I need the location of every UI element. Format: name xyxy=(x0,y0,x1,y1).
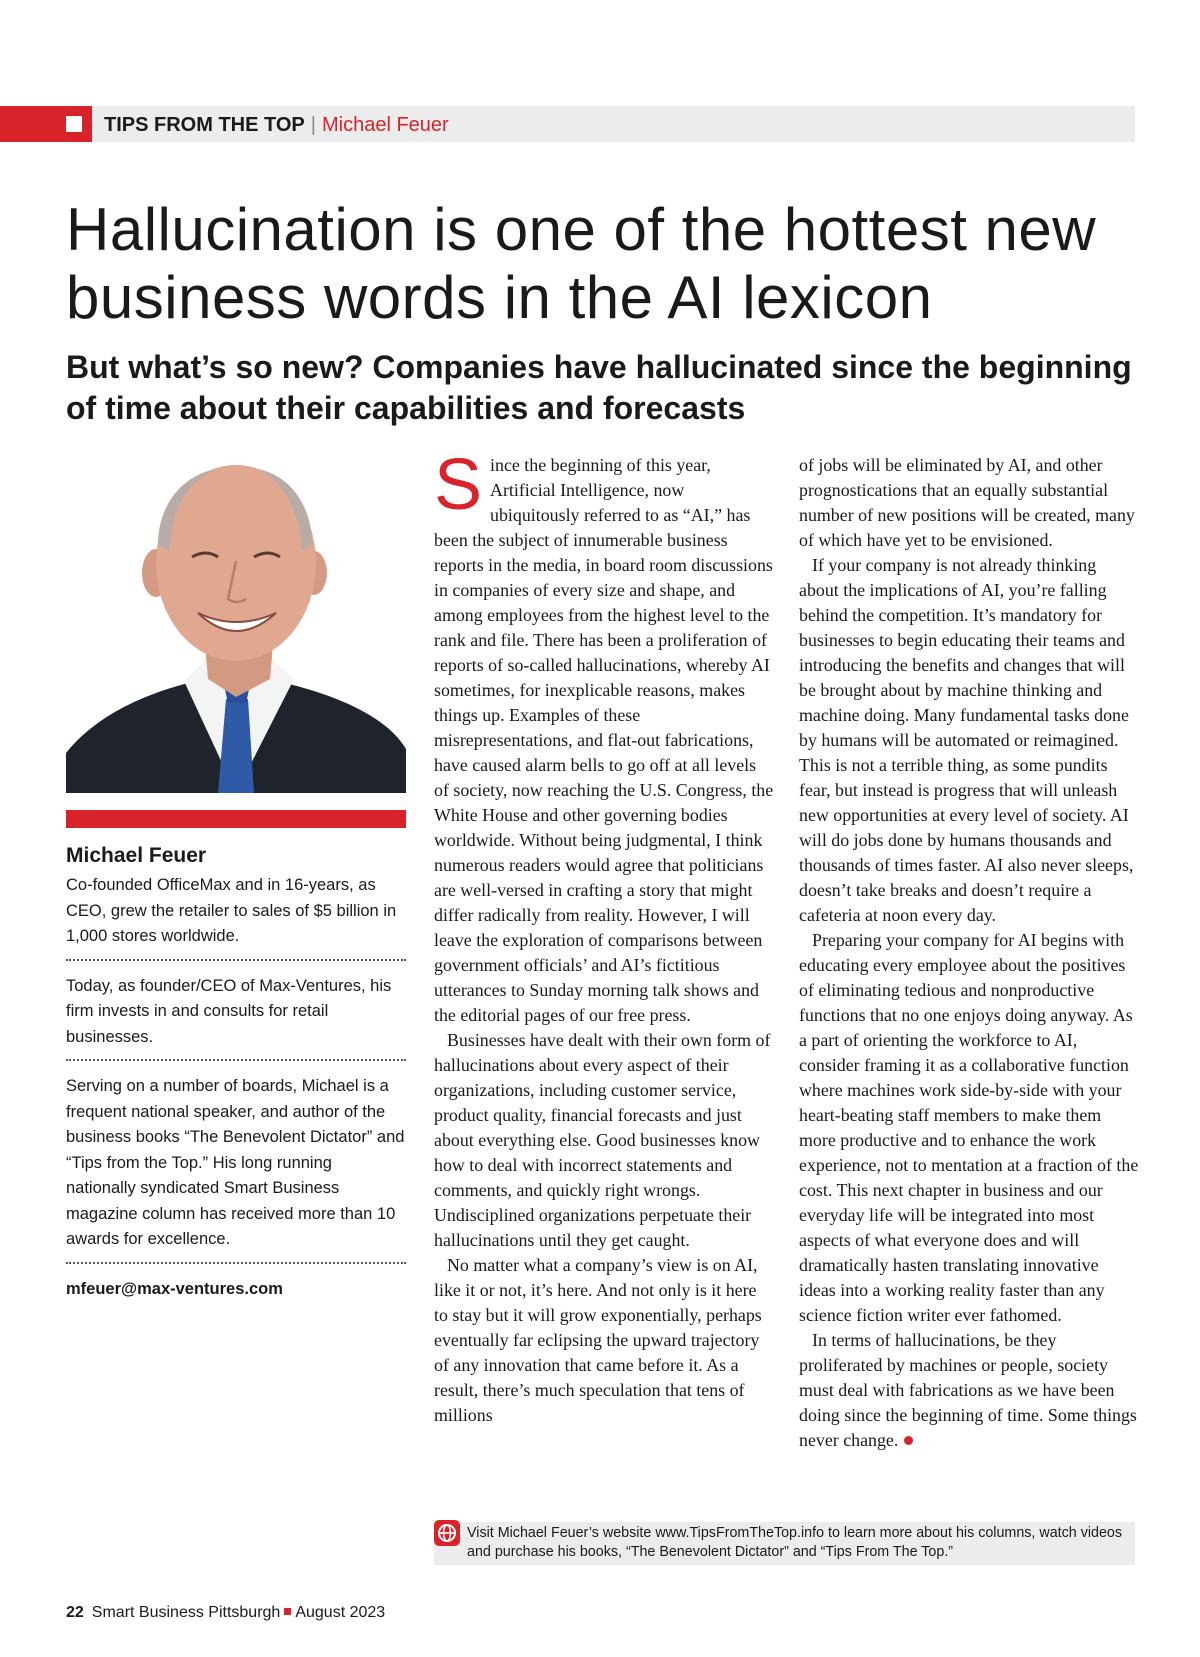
article-paragraph: If your company is not already thinking about the implications of AI, you’re falling behind the competition. It’s mandatory for businesses to begin educating their teams and introducing the benefits and changes that will be brought about by machine thinking and machine doing. Many fundamental tasks done by humans will be automated or reimagined. This is not a terrible thing, as some pundits fear, but instead is progress that will unleash new opportunities at every level of society. AI will do jobs done by humans thousands and thousands of times faster. AI also never sleeps, doesn’t take breaks and doesn’t require a cafeteria at noon every day. xyxy=(799,555,1134,925)
article-paragraph: Businesses have dealt with their own form of hallucinations about every aspect of their organizations, including customer service, product quality, financial forecasts and just about everything else. Good businesses know how to deal with incorrect statements and comments, and quickly right wrongs. Undisciplined organizations perpetuate their hallucinations until they get caught. xyxy=(434,1030,771,1250)
article-paragraph xyxy=(434,445,774,1028)
page-footer xyxy=(66,1603,385,1623)
dotted-divider xyxy=(66,959,406,961)
deck-subheadline: But what’s so new? Companies have hallucinated since the beginning of time about their capabilities and forecasts xyxy=(66,349,1132,426)
publication-name: Smart Business Pittsburgh xyxy=(91,1604,281,1621)
globe-icon xyxy=(434,1520,460,1546)
author-photo xyxy=(66,453,406,793)
article-paragraph: No matter what a company’s view is on AI, like it or not, it’s here. And not only is it here to stay but it will grow exponentially, perhaps eventually far eclipsing the upward trajectory of any innovation that came before it. As a result, there’s much speculation that tens of millions xyxy=(434,1255,762,1425)
end-mark-dot xyxy=(904,1436,913,1445)
author-email-link[interactable]: mfeuer@max-ventures.com xyxy=(66,1279,283,1298)
dotted-divider xyxy=(66,1059,406,1061)
article-paragraph-text: ince the beginning of this year, Artificial Intelligence, now ubiquitously referred to as “AI,” has been the subject of innumerable business reports in the media, in board room discussions in companies of every size and shape, and among employees from the highest level to the rank and file. There has been a proliferation of reports of so-called hallucinations, whereby AI sometimes, for inexplicable reasons, makes things up. Examples of these misrepresentations, and flat-out fabrications, have caused alarm bells to go off at all levels of society, now reaching the U.S. Congress, the White House and other governing bodies worldwide. Without being judgmental, I think numerous readers would agree that politicians are well-versed in crafting a story that might differ radically from reality. However, I will leave the exploration of comparisons between government officials’ and AI’s fictitious utterances to Sunday morning talk shows and the editorial pages of our free press. xyxy=(434,455,774,1025)
section-separator: | xyxy=(310,114,316,136)
article-paragraph: Preparing your company for AI begins with educating every employee about the positives of eliminating tedious and nonproductive functions that no one enjoys doing anyway. As a part of orienting the workforce to AI, consider framing it as a collaborative function where machines work side-by-side with your heart-beating staff members to make them more productive and to enhance the work experience, not to mentation at a fraction of the cost. This next chapter in business and our everyday life will be integrated into most aspects of what everyone does and will dramatically hasten translating innovative ideas into a working reality faster than any science fiction writer ever fathomed. xyxy=(799,930,1139,1325)
sidebar-red-rule xyxy=(66,810,406,828)
author-name: Michael Feuer xyxy=(66,844,207,867)
article-paragraph: of jobs will be eliminated by AI, and other prognostications that an equally substantial number of new positions will be created, many of which have yet to be envisioned. xyxy=(799,455,1135,550)
author-bio-1: Co-founded OfficeMax and in 16-years, as CEO, grew the retailer to sales of $5 billion in 1,000 stores worldwide. xyxy=(66,876,397,945)
section-header xyxy=(104,113,449,137)
author-bio-2: Today, as founder/CEO of Max-Ventures, his firm invests in and consults for retail businesses. xyxy=(66,976,392,1046)
article-paragraph-text: In terms of hallucinations, be they proliferated by machines or people, society must deal with fabrications as we have been doing since the beginning of time. Some things never change. xyxy=(799,1330,1137,1450)
author-sidebar xyxy=(66,843,406,1302)
drop-cap: S xyxy=(434,445,483,525)
dotted-divider xyxy=(66,1262,406,1264)
article-column-1 xyxy=(434,445,774,1428)
article-column-2 xyxy=(799,453,1139,1453)
headline: Hallucination is one of the hottest new business words in the AI lexicon xyxy=(66,196,1097,331)
section-marker-square xyxy=(66,116,82,132)
article-paragraph xyxy=(799,1328,1139,1453)
issue-date: August 2023 xyxy=(295,1604,386,1621)
website-info-text[interactable]: Visit Michael Feuer’s website www.TipsFromTheTop.info to learn more about his columns, watch videos and purchase his books, “The Benevolent Dictator” and “Tips From The Top.” xyxy=(467,1525,1123,1560)
footer-separator-square xyxy=(284,1608,291,1615)
page-number: 22 xyxy=(66,1604,84,1621)
section-title: TIPS FROM THE TOP xyxy=(104,114,305,136)
author-bio-3: Serving on a number of boards, Michael is a frequent national speaker, and author of the business books “The Benevolent Dictator” and “Tips from the Top.” His long running nationally syndicated Smart Business magazine column has received more than 10 awards for excellence. xyxy=(66,1077,405,1248)
section-author: Michael Feuer xyxy=(321,114,449,136)
